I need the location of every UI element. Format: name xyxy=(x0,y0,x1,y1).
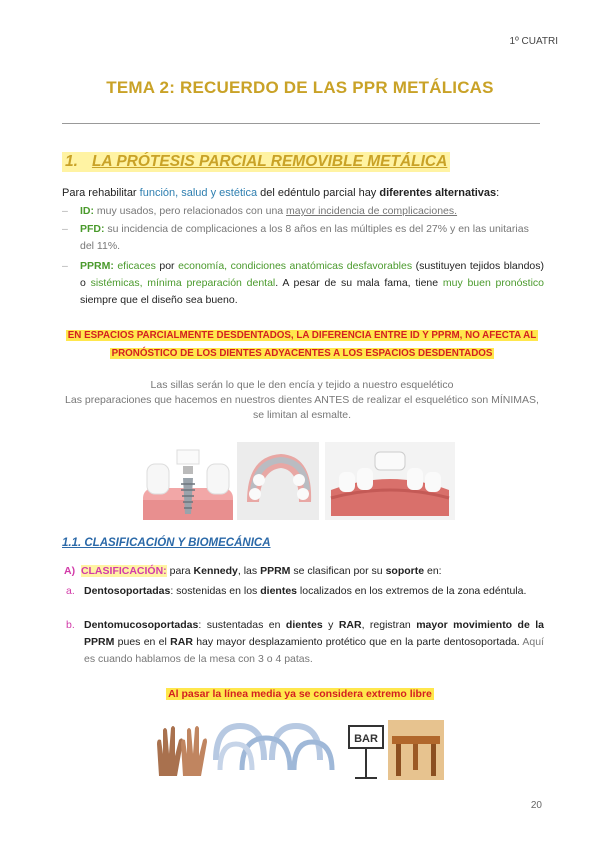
implant-crown-image xyxy=(143,442,233,520)
bullet-label: PFD: xyxy=(80,223,105,235)
section-1-1-heading: 1.1. CLASIFICACIÓN Y BIOMECÁNICA xyxy=(62,537,271,549)
bullet-text: muy usados, pero relacionados con una xyxy=(94,205,287,217)
dash-icon: – xyxy=(62,260,68,272)
dash-icon: – xyxy=(62,205,68,217)
table-illustration xyxy=(388,720,444,780)
list-item xyxy=(62,221,544,255)
item-text: localizados en los extremos de la zona edéntula. xyxy=(297,585,527,597)
paragraph-text: en: xyxy=(424,565,442,577)
fixed-bridge-image xyxy=(325,442,455,520)
page-number: 20 xyxy=(530,800,542,811)
classification-paragraph xyxy=(64,563,544,580)
list-marker: A) xyxy=(64,565,76,577)
arch-diagrams-illustration xyxy=(212,720,336,780)
classification-label: CLASIFICACIÓN: xyxy=(80,565,167,577)
table-image xyxy=(388,720,444,780)
item-bold: dientes xyxy=(285,619,323,631)
bullet-text: sistémicas, mínima preparación dental xyxy=(90,277,276,289)
alert-line: PRONÓSTICO DE LOS DIENTES ADYACENTES A LOS ESPACIOS DESDENTADOS xyxy=(111,348,493,359)
paragraph-bold: Kennedy xyxy=(193,565,238,577)
alert-note-2 xyxy=(0,688,600,700)
section-1-heading xyxy=(62,152,450,172)
bullet-text: muy buen pronóstico xyxy=(442,277,544,289)
alert-note xyxy=(62,327,542,363)
hands-illustration xyxy=(153,720,209,780)
title-divider xyxy=(62,123,540,124)
bullet-text: . A pesar de su mala fama, tiene xyxy=(275,277,443,289)
intro-bold: diferentes alternativas xyxy=(379,187,497,199)
intro-highlight: función, salud y estética xyxy=(139,187,258,199)
bullet-text: siempre que el diseño sea bueno. xyxy=(80,294,238,306)
notes-paragraph xyxy=(62,378,542,423)
header-cuatri: 1º CUATRI xyxy=(509,36,558,47)
section-1-number: 1. xyxy=(65,153,78,170)
item-text: : sostenidas en los xyxy=(170,585,261,597)
item-text: , registran xyxy=(361,619,417,631)
paragraph-text: se clasifican por su xyxy=(290,565,386,577)
list-item xyxy=(62,203,544,220)
item-bold: RAR xyxy=(338,619,362,631)
bullet-text: su incidencia de complicaciones a los 8 años en las múltiples es del 27% y en las unitarias del 11%. xyxy=(80,223,529,252)
removable-partial-denture-image xyxy=(237,442,319,520)
item-note: Aquí es cuando hablamos de la mesa con 3 o 4 patas. xyxy=(84,636,545,665)
section-1-title: LA PRÓTESIS PARCIAL REMOVIBLE METÁLICA xyxy=(91,153,448,170)
bullet-text: economía, condiciones anatómicas desfavorables xyxy=(178,260,413,272)
note-line: Las preparaciones que hacemos en nuestros dientes ANTES de realizar el esquelético son MÍNIMAS, se limitan al esmalte. xyxy=(65,394,539,421)
alert-line: Al pasar la línea media ya se considera extremo libre xyxy=(168,688,432,700)
bullet-label: PPRM: xyxy=(80,260,114,272)
list-item xyxy=(62,258,544,309)
bar-sign-text: BAR xyxy=(354,733,378,745)
implant-illustration xyxy=(143,442,233,520)
note-line: Las sillas serán lo que le den encía y tejido a nuestro esquelético xyxy=(150,379,454,391)
list-item xyxy=(66,617,545,668)
item-text: pues en el xyxy=(114,636,171,648)
list-letter: b. xyxy=(66,619,75,631)
page-title: TEMA 2: RECUERDO DE LAS PPR METÁLICAS xyxy=(106,78,494,97)
item-bold: RAR xyxy=(170,636,193,648)
paragraph-text: para xyxy=(166,565,194,577)
bridge-illustration xyxy=(325,442,455,520)
paragraph-bold: soporte xyxy=(385,565,425,577)
paragraph-bold: PPRM xyxy=(260,565,291,577)
bullet-text: por xyxy=(159,260,179,272)
bar-sign-image xyxy=(345,720,387,780)
item-bold: Dentosoportadas xyxy=(84,585,171,597)
arch-diagrams-image xyxy=(212,720,336,780)
item-text: y xyxy=(322,619,339,631)
denture-illustration xyxy=(237,442,319,520)
item-text: hay mayor desplazamiento protético que en la parte dentosoportada. xyxy=(192,636,520,648)
intro-text: Para rehabilitar xyxy=(62,187,140,199)
item-bold: Dentomucosoportadas xyxy=(84,619,199,631)
bar-sign-illustration xyxy=(345,720,387,780)
paragraph-text: , las xyxy=(237,565,261,577)
hands-image xyxy=(153,720,209,780)
alert-line: EN ESPACIOS PARCIALMENTE DESDENTADOS, LA DIFERENCIA ENTRE ID Y PPRM, NO AFECTA AL xyxy=(67,330,537,341)
bullet-text: eficaces xyxy=(113,260,160,272)
item-text: : sustentadas en xyxy=(198,619,286,631)
dash-icon: – xyxy=(62,223,68,235)
intro-text: : xyxy=(496,187,500,199)
bullet-label: ID: xyxy=(80,205,94,217)
bullet-text: (sustituyen tejidos blandos) o xyxy=(80,260,545,289)
list-item xyxy=(66,583,544,600)
list-letter: a. xyxy=(66,585,75,597)
item-bold: mayor movimiento de la PPRM xyxy=(84,619,544,648)
item-bold: dientes xyxy=(260,585,297,597)
intro-paragraph xyxy=(62,185,542,202)
intro-text: del edéntulo parcial hay xyxy=(257,187,380,199)
bullet-underlined: mayor incidencia de complicaciones. xyxy=(286,205,458,217)
alternatives-list xyxy=(62,203,544,310)
